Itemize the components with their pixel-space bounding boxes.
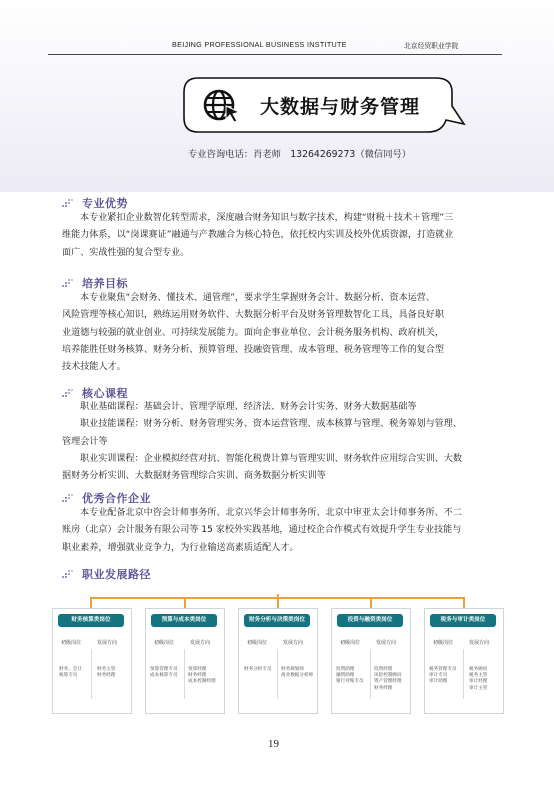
body-line: 业道德与较强的就业创业、可持续发展能力。面向企事业单位、会计税务服务机构、政府机关， bbox=[62, 327, 444, 338]
dev-jobs: 税务顾问 税务主管 审计经理 审计主管 bbox=[469, 667, 488, 691]
entry-jobs: 财务分析专员 bbox=[244, 667, 272, 672]
body-line: 账房（北京）会计服务有限公司等 15 家校外实践基地，通过校企合作模式有效提升学生专业技能与 bbox=[62, 525, 462, 536]
body-line: 职业基础课程：基础会计、管理学原理、经济法、财务会计实务、财务大数据基础等 bbox=[80, 402, 417, 412]
section-marker-icon bbox=[62, 387, 76, 399]
institute-name-cn: 北京经贸职业学院 bbox=[404, 42, 459, 50]
consult-phone: 专业咨询电话：肖老师 13264269273（微信同号） bbox=[188, 149, 412, 160]
body-line: 培养能胜任财务核算、财务分析、预算管理、投融资管理、成本管理、税务管理等工作的复合型 bbox=[62, 344, 444, 355]
body-line: 管理会计等 bbox=[62, 436, 108, 447]
section-marker-icon bbox=[62, 568, 76, 580]
column-divider bbox=[277, 649, 278, 699]
entry-jobs: 财务、会计 核算专员 bbox=[59, 667, 82, 679]
body-line: 本专业紧扣企业数智化转型需求，深度融合财务知识与数字技术，构建“财税＋技术＋管理”三 bbox=[80, 213, 454, 223]
section-heading-advantage bbox=[62, 195, 128, 211]
section-partners-body bbox=[62, 505, 490, 557]
entry-jobs: 预算管理专员 成本核算专员 bbox=[150, 667, 178, 679]
section-heading-career bbox=[62, 566, 151, 582]
page-title: 大数据与财务管理 bbox=[260, 96, 421, 118]
section-heading-text: 核心课程 bbox=[82, 387, 128, 400]
career-column bbox=[52, 608, 132, 714]
body-line: 本专业聚焦“会财务、懂技术、通管理”，要求学生掌握财务会计、数据分析、资本运营、 bbox=[80, 293, 435, 303]
career-column bbox=[331, 608, 411, 714]
dev-jobs: 财务规划师 商业数据分析师 bbox=[281, 667, 314, 679]
dev-jobs: 财务主管 财务经理 bbox=[97, 667, 116, 679]
body-line: 风险管理等核心知识，熟练运用财务软件、大数据分析平台及财务管理数智化工具，具备良好职 bbox=[62, 310, 444, 321]
body-line: 职业实训课程：企业模拟经营对抗、智能化税费计算与管理实训、财务软件应用综合实训、大数 bbox=[80, 453, 462, 464]
dev-jobs: 投资经理 风险控制顾问 资产管理经理 财务经理 bbox=[374, 667, 402, 691]
title-bubble bbox=[180, 76, 456, 134]
institute-name-en: BEIJING PROFESSIONAL BUSINESS INSTITUTE bbox=[172, 40, 347, 49]
dev-label: 发展方向 bbox=[469, 640, 490, 646]
section-courses-body bbox=[62, 399, 490, 485]
section-heading-text: 职业发展路径 bbox=[82, 568, 151, 581]
career-group-pill: 投资与融资类岗位 bbox=[337, 614, 403, 627]
entry-jobs: 投资助理 融资助理 银行对账专员 bbox=[336, 667, 364, 685]
entry-label: 初级岗位 bbox=[340, 640, 361, 646]
career-group-pill: 预算与成本类岗位 bbox=[151, 614, 217, 627]
body-line: 面广、实战性强的复合型专业。 bbox=[62, 247, 190, 258]
dev-label: 发展方向 bbox=[376, 640, 397, 646]
career-path-diagram bbox=[52, 594, 504, 712]
header-divider bbox=[48, 54, 502, 55]
body-line: 职业技能课程：财务分析、财务管理实务、资本运营管理、成本核算与管理、税务筹划与管理、 bbox=[80, 419, 462, 430]
column-divider bbox=[370, 649, 371, 699]
dev-label: 发展方向 bbox=[283, 640, 304, 646]
career-group-pill: 税务与审计类岗位 bbox=[430, 614, 496, 627]
body-line: 技术技能人才。 bbox=[62, 362, 126, 373]
body-line: 职业素养，增强就业竞争力，为行业输送高素质适配人才。 bbox=[62, 542, 299, 553]
entry-jobs: 税务管理专员 审计专员 审计助理 bbox=[429, 667, 457, 685]
entry-label: 初级岗位 bbox=[433, 640, 454, 646]
body-line: 维能力体系，以“岗课赛证”融通与产教融合为核心特色，依托校内实训及校外优质资源，打造就业 bbox=[62, 230, 454, 241]
entry-label: 初级岗位 bbox=[247, 640, 268, 646]
page-number: 19 bbox=[268, 738, 279, 750]
career-group-pill: 财务分析与决策类岗位 bbox=[244, 614, 310, 627]
career-group-pill: 财务核算类岗位 bbox=[58, 614, 124, 627]
dev-label: 发展方向 bbox=[190, 640, 211, 646]
dev-jobs: 预算经理 财务经理 成本控制经理 bbox=[188, 667, 216, 685]
section-heading-goal bbox=[62, 275, 128, 291]
section-marker-icon bbox=[62, 277, 76, 289]
column-divider bbox=[463, 649, 464, 699]
section-marker-icon bbox=[62, 197, 76, 209]
globe-cursor-icon bbox=[202, 88, 242, 124]
career-column bbox=[145, 608, 225, 714]
career-column bbox=[238, 608, 318, 714]
section-heading-partners bbox=[62, 490, 151, 506]
section-advantage-body bbox=[62, 210, 490, 262]
body-line: 本专业配备北京中咨会计师事务所、北京兴华会计师事务所、北京中审亚太会计师事务所、不二 bbox=[80, 508, 462, 518]
section-goal-body bbox=[62, 290, 490, 376]
section-heading-text: 培养目标 bbox=[82, 277, 128, 290]
entry-label: 初级岗位 bbox=[61, 640, 82, 646]
career-column bbox=[424, 608, 504, 714]
section-heading-text: 优秀合作企业 bbox=[82, 492, 151, 505]
column-divider bbox=[91, 649, 92, 699]
entry-label: 初级岗位 bbox=[154, 640, 175, 646]
body-line: 据财务分析实训、大数据财务管理综合实训、商务数据分析实训等 bbox=[62, 471, 326, 482]
column-divider bbox=[184, 649, 185, 699]
section-marker-icon bbox=[62, 492, 76, 504]
section-heading-text: 专业优势 bbox=[82, 197, 128, 210]
dev-label: 发展方向 bbox=[97, 640, 118, 646]
